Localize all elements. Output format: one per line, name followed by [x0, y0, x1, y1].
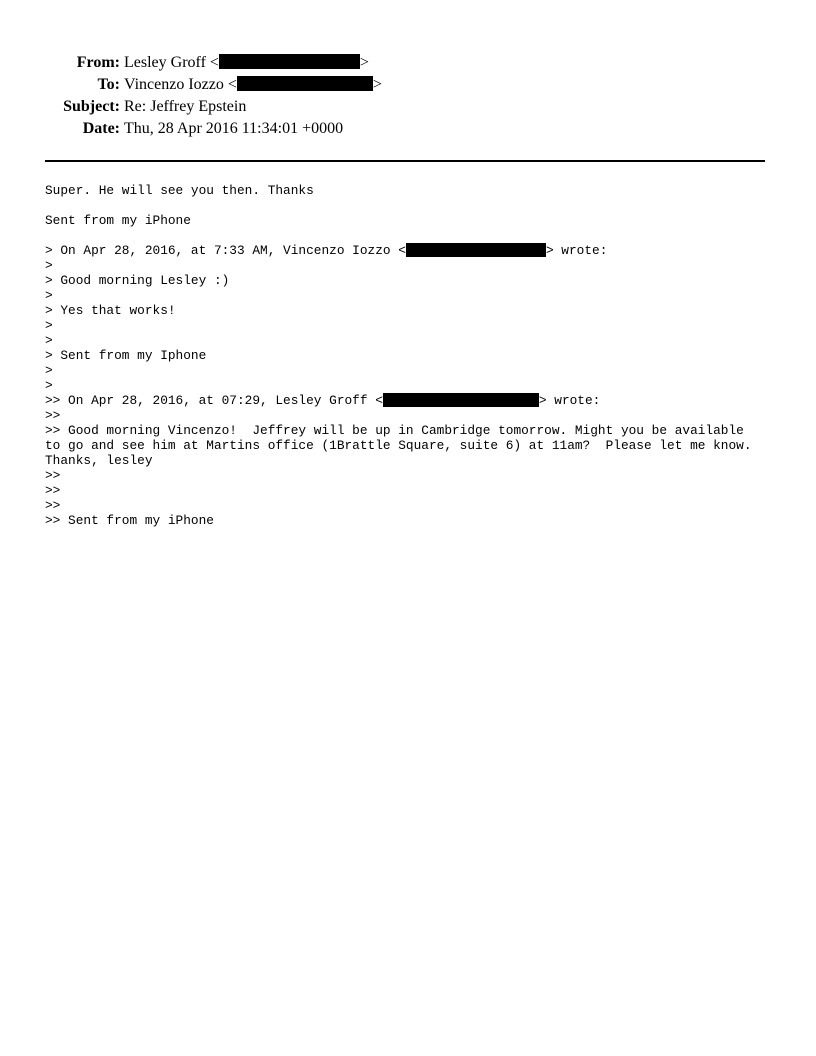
- date-row: [0, 118, 816, 140]
- quote-header-line: [45, 243, 775, 258]
- body-line: >>: [45, 483, 61, 498]
- body-line: [45, 228, 775, 243]
- body-line: >>: [45, 468, 61, 483]
- subject-label: Subject:: [63, 98, 120, 115]
- body-line: > Yes that works!: [45, 303, 176, 318]
- email-header: [0, 52, 816, 140]
- to-label: To:: [97, 76, 120, 93]
- redacted-email-quote: [383, 393, 539, 407]
- body-line: >: [45, 258, 53, 273]
- quote-header-tail: > wrote:: [545, 243, 608, 258]
- body-line: Thanks, lesley: [45, 453, 153, 468]
- quote-header-line: [45, 393, 775, 408]
- body-line: Super. He will see you then. Thanks: [45, 183, 314, 198]
- redacted-email-from: [219, 54, 360, 69]
- body-line: >: [45, 288, 53, 303]
- redacted-email-quote: [406, 243, 546, 257]
- quote-header-tail: > wrote:: [538, 393, 601, 408]
- subject-row: [0, 96, 816, 118]
- quote-header-text: >> On Apr 28, 2016, at 07:29, Lesley Groff <: [45, 393, 383, 408]
- redacted-email-to: [237, 76, 373, 91]
- from-label: From:: [76, 54, 120, 71]
- body-line: Sent from my iPhone: [45, 213, 191, 228]
- from-value: [124, 52, 369, 74]
- body-line: > Sent from my Iphone: [45, 348, 207, 363]
- body-line: >: [45, 363, 53, 378]
- body-line: > Good morning Lesley :): [45, 273, 230, 288]
- to-value: [124, 74, 382, 96]
- body-line: [45, 198, 775, 213]
- to-close: >: [372, 76, 382, 93]
- body-line: >> Sent from my iPhone: [45, 513, 214, 528]
- to-row: [0, 74, 816, 96]
- body-line: >: [45, 333, 53, 348]
- date-value: Thu, 28 Apr 2016 11:34:01 +0000: [124, 120, 344, 137]
- date-label: Date:: [82, 120, 120, 137]
- body-line: >>: [45, 498, 61, 513]
- body-line: >: [45, 378, 53, 393]
- from-name: Lesley Groff <: [124, 54, 219, 71]
- subject-value: Re: Jeffrey Epstein: [124, 98, 247, 115]
- to-name: Vincenzo Iozzo <: [124, 76, 237, 93]
- body-line: >: [45, 318, 53, 333]
- quote-header-text: > On Apr 28, 2016, at 7:33 AM, Vincenzo Iozzo <: [45, 243, 406, 258]
- body-line: to go and see him at Martins office (1Brattle Square, suite 6) at 11am? Please let me know.: [45, 438, 752, 453]
- body-line: >> Good morning Vincenzo! Jeffrey will be up in Cambridge tomorrow. Might you be available: [45, 423, 744, 438]
- header-divider: [45, 160, 765, 162]
- email-body: [45, 183, 775, 528]
- from-close: >: [359, 54, 369, 71]
- from-row: [0, 52, 816, 74]
- body-line: >>: [45, 408, 61, 423]
